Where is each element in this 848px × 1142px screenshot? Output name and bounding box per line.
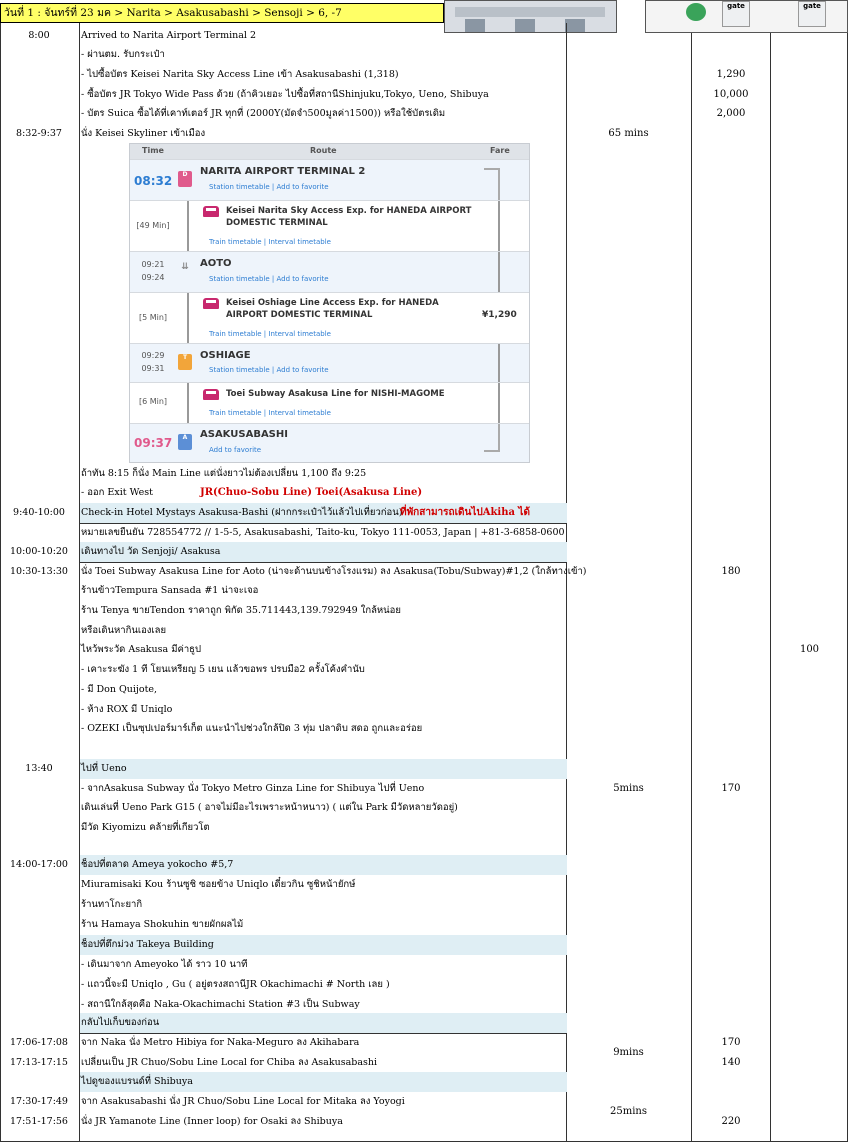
row-fare: 220 bbox=[721, 1116, 741, 1127]
line-segment bbox=[130, 382, 529, 423]
itinerary-row bbox=[0, 1033, 848, 1053]
fare-bracket bbox=[484, 168, 500, 200]
itinerary-row bbox=[0, 562, 848, 582]
row-time: 17:51-17:56 bbox=[10, 1116, 68, 1127]
col-route: Route bbox=[310, 146, 337, 155]
itinerary-row bbox=[0, 875, 848, 895]
row-time: 8:00 bbox=[28, 30, 50, 41]
train-icon bbox=[203, 298, 219, 309]
highlight-note: ที่พักสามารถเดินไปAkiha ได้ bbox=[400, 507, 530, 518]
row-text: ไหว้พระวัด Asakusa มีค่าธูป bbox=[81, 644, 201, 655]
itinerary-row bbox=[0, 915, 848, 935]
row-text: ร้าน Tenya ขายTendon ราคาถูก พิกัด 35.711443,139.792949 ใกล้หน่อย bbox=[81, 605, 401, 616]
ride-duration: [6 Min] bbox=[138, 397, 168, 406]
fare-bracket bbox=[484, 344, 500, 382]
icon-letter: T bbox=[182, 354, 188, 361]
arrival-time: 09:21 bbox=[141, 260, 165, 269]
itinerary-row bbox=[0, 995, 848, 1015]
station-segment bbox=[130, 251, 529, 292]
itinerary-row bbox=[0, 45, 848, 65]
row-text: ถ้าทัน 8:15 ก็นั่ง Main Line แต่นั่งยาวไม่ต้องเปลี่ยน 1,100 ถึง 9:25 bbox=[81, 468, 367, 479]
row-text: - OZEKI เป็นซุปเปอร์มาร์เก็ต แนะนำไปช่วงใกล้ปิด 3 ทุ่ม ปลาดิบ สดอ ถูกและอร่อย bbox=[81, 723, 423, 734]
row-text: - เคาะระฆัง 1 ที โยนเหรียญ 5 เยน แล้วขอพร ปรบมือ2 ครั้งโค้งคำนับ bbox=[81, 664, 365, 675]
itinerary-row bbox=[0, 464, 848, 484]
day-header: วันที่ 1 : จันทร์ที่ 23 มค > Narita > Asakusabashi > Sensoji > 6, -7 bbox=[0, 3, 444, 23]
row-text: เดินทางไป วัด Senjoji/ Asakusa bbox=[81, 546, 221, 557]
row-text: มีวัด Kiyomizu คล้ายที่เกียวโต bbox=[81, 822, 210, 833]
row-fare: 170 bbox=[721, 1037, 741, 1048]
itinerary-row bbox=[0, 855, 848, 875]
highlight-note: JR(Chuo-Sobu Line) Toei(Asakusa Line) bbox=[200, 487, 423, 498]
line-name: Toei Subway Asakusa Line for NISHI-MAGOME bbox=[226, 389, 445, 399]
itinerary-row bbox=[0, 935, 848, 955]
row-text: เปลี่ยนเป็น JR Chuo/Sobu Line Local for Chiba ลง Asakusabashi bbox=[81, 1057, 378, 1068]
row-text: - ห้าง ROX มี Uniqlo bbox=[81, 704, 173, 715]
row-time: 17:06-17:08 bbox=[10, 1037, 68, 1048]
row-text: Check-in Hotel Mystays Asakusa-Bashi (ฝากกระเป๋าไว้แล้วไปเที่ยวก่อน) bbox=[81, 507, 403, 518]
row-duration: 5mins bbox=[613, 783, 644, 794]
row-text: - ไปซื้อบัตร Keisei Narita Sky Access Line เข้า Asakusabashi (1,318) bbox=[81, 69, 399, 80]
itinerary-row bbox=[0, 1053, 848, 1073]
line-links[interactable]: Train timetable | Interval timetable bbox=[209, 238, 331, 246]
line-segment bbox=[130, 292, 529, 343]
merged-duration: 9mins bbox=[613, 1047, 644, 1058]
arrival-time: 09:37 bbox=[134, 436, 173, 450]
row-text: ไปที่ Ueno bbox=[81, 763, 127, 774]
route-header bbox=[130, 144, 529, 159]
itinerary-row bbox=[0, 719, 848, 739]
row-text: ไปดูของแบรนด์ที่ Shibuya bbox=[81, 1076, 193, 1087]
row-text: เดินเล่นที่ Ueno Park G15 ( อาจไม่มีอะไรเพราะหน้าหนาว) ( แต่ใน Park มีวัดหลายวัดอยู่) bbox=[81, 802, 458, 813]
row-text: จาก Asakusabashi นั่ง JR Chuo/Sobu Line Local for Mitaka ลง Yoyogi bbox=[81, 1096, 405, 1107]
row-text: จาก Naka นั่ง Metro Hibiya for Naka-Meguro ลง Akihabara bbox=[81, 1037, 360, 1048]
row-text: - แถวนี้จะมี Uniqlo , Gu ( อยู่ตรงสถานีJR Okachimachi # North เลย ) bbox=[81, 979, 390, 990]
itinerary-row bbox=[0, 601, 848, 621]
itinerary-row bbox=[0, 779, 848, 799]
row-time: 8:32-9:37 bbox=[16, 128, 62, 139]
row-text: - จากAsakusa Subway นั่ง Tokyo Metro Ginza Line for Shibuya ไปที่ Ueno bbox=[81, 783, 425, 794]
itinerary-row bbox=[0, 26, 848, 46]
row-time: 10:30-13:30 bbox=[10, 566, 68, 577]
row-text: - ผ่านตม. รับกระเป๋า bbox=[81, 49, 165, 60]
itinerary-row bbox=[0, 523, 848, 543]
row-time: 17:13-17:15 bbox=[10, 1057, 68, 1068]
departure-icon bbox=[178, 171, 192, 187]
row-text: ร้านทาโกะยากิ bbox=[81, 899, 143, 910]
line-links[interactable]: Train timetable | Interval timetable bbox=[209, 409, 331, 417]
row-time: 10:00-10:20 bbox=[10, 546, 68, 557]
row-text: ช็อปที่ตึกม่วง Takeya Building bbox=[81, 939, 214, 950]
map-marker-icon bbox=[686, 3, 706, 21]
row-text: - ออก Exit West bbox=[81, 487, 153, 498]
row-text: หมายเลขยืนยัน 728554772 // 1-5-5, Asakusabashi, Taito-ku, Tokyo 111-0053, Japan | +81-3-6858-0600 bbox=[81, 527, 565, 538]
departure-time: 08:32 bbox=[134, 174, 173, 188]
row-fare: 140 bbox=[721, 1057, 741, 1068]
itinerary-row bbox=[0, 1013, 848, 1033]
itinerary-row bbox=[0, 798, 848, 818]
fare-bracket bbox=[484, 252, 500, 292]
row-duration: 65 mins bbox=[608, 128, 649, 139]
row-text: - มี Don Quijote, bbox=[81, 684, 158, 695]
itinerary-row bbox=[0, 895, 848, 915]
row-text: นั่ง JR Yamanote Line (Inner loop) for Osaki ลง Shibuya bbox=[81, 1116, 343, 1127]
ride-duration: [49 Min] bbox=[136, 221, 170, 230]
itinerary-row bbox=[0, 85, 848, 105]
route-timetable bbox=[129, 143, 530, 463]
itinerary-row bbox=[0, 1072, 848, 1092]
icon-letter: A bbox=[182, 434, 188, 441]
station-name: ASAKUSABASHI bbox=[200, 429, 288, 440]
row-text: Arrived to Narita Airport Terminal 2 bbox=[81, 30, 256, 41]
transfer-icon bbox=[178, 354, 192, 370]
row-time: 13:40 bbox=[25, 763, 53, 774]
route-line bbox=[187, 293, 189, 343]
row-fare: 1,290 bbox=[716, 69, 746, 80]
station-links[interactable]: Station timetable | Add to favorite bbox=[209, 183, 329, 191]
gate-label: gate bbox=[803, 2, 821, 10]
itinerary-row bbox=[0, 581, 848, 601]
row-text: - เดินมาจาก Ameyoko ได้ ราว 10 นาที bbox=[81, 959, 248, 970]
station-links[interactable]: Station timetable | Add to favorite bbox=[209, 275, 329, 283]
itinerary-row bbox=[0, 104, 848, 124]
departure-time: 09:24 bbox=[141, 273, 165, 282]
row-text: Miuramisaki Kou ร้านซูชิ ซอยข้าง Uniqlo เดี๋ยวกิน ซูชิหน้ายักษ์ bbox=[81, 879, 356, 890]
row-fare-extra: 100 bbox=[799, 644, 820, 655]
gate-sign bbox=[722, 1, 750, 27]
line-name: Keisei Narita Sky Access Exp. for HANEDA AIRPORT DOMESTIC TERMINAL bbox=[226, 206, 472, 228]
station-name: OSHIAGE bbox=[200, 350, 251, 361]
row-text: ร้าน Hamaya Shokuhin ขายผักผลไม้ bbox=[81, 919, 244, 930]
station-segment bbox=[130, 343, 529, 382]
station-segment bbox=[130, 423, 529, 462]
itinerary-row bbox=[0, 975, 848, 995]
row-text: กลับไปเก็บของก่อน bbox=[81, 1017, 160, 1028]
row-text: นั่ง Toei Subway Asakusa Line for Aoto (น่าจะด้านบนข้างโรงแรม) ลง Asakusa(Tobu/Subway)#1,2 (ใกล้ทางเข้า) bbox=[81, 566, 587, 577]
gate-sign bbox=[798, 1, 826, 27]
ride-duration: [5 Min] bbox=[138, 313, 168, 322]
station-links[interactable]: Add to favorite bbox=[209, 446, 262, 454]
itinerary-row bbox=[0, 955, 848, 975]
row-time: 14:00-17:00 bbox=[10, 859, 68, 870]
itinerary-row bbox=[0, 1112, 848, 1132]
itinerary-row bbox=[0, 640, 848, 660]
row-fare: 180 bbox=[721, 566, 741, 577]
itinerary-row bbox=[0, 660, 848, 680]
row-text: หรือเดินหากินเองเลย bbox=[81, 625, 167, 636]
row-text: - บัตร Suica ซื้อได้ที่เคาท์เตอร์ JR ทุกที่ (2000Y(มัดจำ500มูลค่า1500)) หรือใช้บัตรเดิม bbox=[81, 108, 446, 119]
row-text: - สถานีใกล้สุดคือ Naka-Okachimachi Station #3 เป็น Subway bbox=[81, 999, 360, 1010]
fare-bracket bbox=[484, 424, 500, 452]
fare-bracket bbox=[484, 201, 500, 251]
row-fare: 10,000 bbox=[713, 89, 749, 100]
itinerary-row bbox=[0, 542, 848, 562]
gate-label: gate bbox=[727, 2, 745, 10]
itinerary-row bbox=[0, 621, 848, 641]
line-links[interactable]: Train timetable | Interval timetable bbox=[209, 330, 331, 338]
row-text: นั่ง Keisei Skyliner เข้าเมือง bbox=[81, 128, 206, 139]
row-fare: 170 bbox=[721, 783, 741, 794]
col-fare: Fare bbox=[490, 146, 510, 155]
itinerary-row bbox=[0, 759, 848, 779]
line-segment bbox=[130, 200, 529, 251]
itinerary-row bbox=[0, 700, 848, 720]
itinerary-row bbox=[0, 739, 848, 759]
line-name: Keisei Oshiage Line Access Exp. for HANEDA AIRPORT DOMESTIC TERMINAL bbox=[226, 298, 439, 320]
station-name: AOTO bbox=[200, 258, 232, 269]
itinerary-row bbox=[0, 680, 848, 700]
row-fare: 2,000 bbox=[716, 108, 746, 119]
train-icon bbox=[203, 206, 219, 217]
arrival-icon bbox=[178, 434, 192, 450]
fare-bracket bbox=[484, 383, 500, 423]
arrival-time: 09:29 bbox=[141, 351, 165, 360]
itinerary-row bbox=[0, 503, 848, 523]
route-line bbox=[187, 383, 189, 423]
col-time: Time bbox=[142, 146, 164, 155]
station-name: NARITA AIRPORT TERMINAL 2 bbox=[200, 166, 366, 177]
itinerary-row bbox=[0, 65, 848, 85]
icon-letter: D bbox=[182, 171, 188, 178]
itinerary-row bbox=[0, 1092, 848, 1112]
merged-duration: 25mins bbox=[610, 1106, 647, 1117]
transfer-arrow-icon: ⇊ bbox=[181, 262, 189, 272]
departure-time: 09:31 bbox=[141, 364, 165, 373]
itinerary-row bbox=[0, 818, 848, 838]
row-text: - ซื้อบัตร JR Tokyo Wide Pass ด้วย (ถ้าคิวเยอะ ไปซื้อที่สถานีShinjuku,Tokyo, Ueno, Shibuya bbox=[81, 89, 489, 100]
row-time: 9:40-10:00 bbox=[13, 507, 65, 518]
row-time: 17:30-17:49 bbox=[10, 1096, 68, 1107]
route-line bbox=[187, 201, 189, 251]
station-links[interactable]: Station timetable | Add to favorite bbox=[209, 366, 329, 374]
itinerary-row bbox=[0, 124, 848, 144]
station-segment bbox=[130, 159, 529, 200]
row-text: ร้านข้าวTempura Sansada #1 น่าจะเจอ bbox=[81, 585, 259, 596]
row-text: ช็อปที่ตลาด Ameya yokocho #5,7 bbox=[81, 859, 234, 870]
train-icon bbox=[203, 389, 219, 400]
fare-amount: ¥1,290 bbox=[482, 310, 517, 320]
itinerary-row bbox=[0, 483, 848, 503]
